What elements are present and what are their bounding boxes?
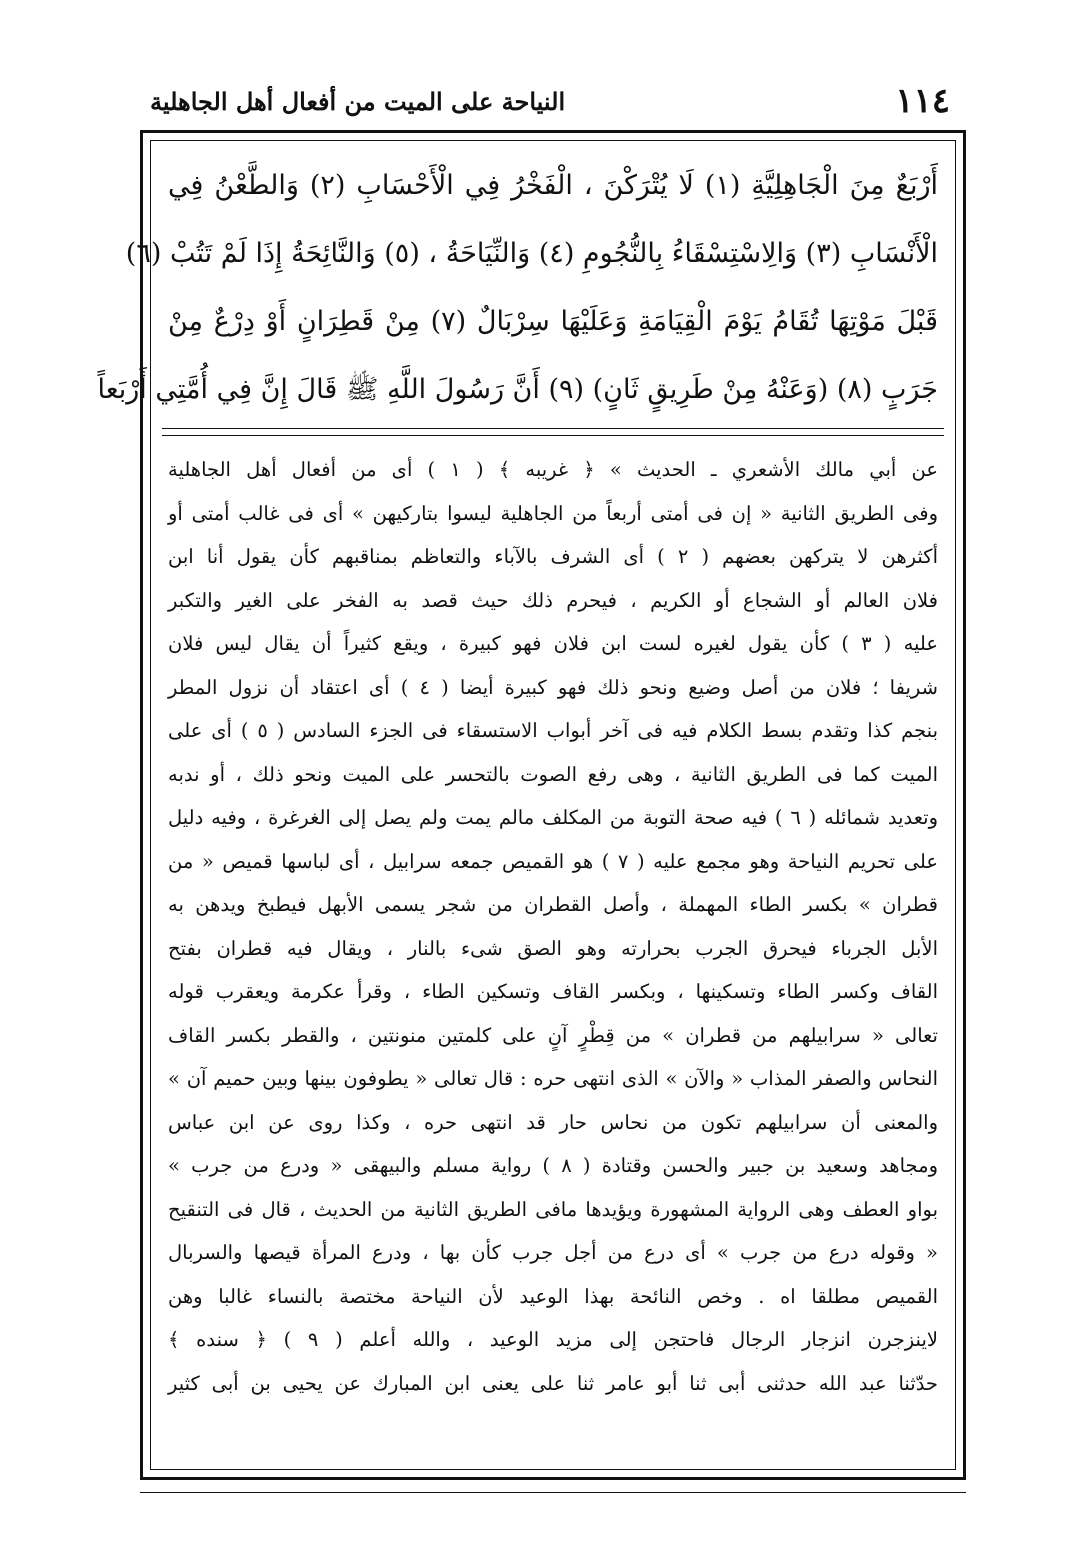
commentary-line: قطران » بكسر الطاء المهملة ، وأصل القطران من شجر يسمى الأبهل فيطبخ ويدهن به	[168, 893, 938, 916]
commentary-line: وتعديد شمائله ( ٦ ) فيه صحة التوبة من المكلف مالم يمت ولم يصل إلى الغرغرة ، وفيه دليل	[168, 806, 938, 829]
hadith-line: قَبْلَ مَوْتِهَا تُقَامُ يَوْمَ الْقِيَامَةِ وَعَلَيْهَا سِرْبَالٌ (٧) مِنْ قَطِرَانٍ أَوْ دِرْعٌ مِنْ	[168, 306, 938, 337]
hadith-line: الْأَنْسَابِ (٣) وَالِاسْتِسْقَاءُ بِالنُّجُومِ (٤) وَالنِّيَاحَةُ ، (٥) وَالنَّائِحَةُ إِذَا لَمْ تَتُبْ (٦)	[125, 238, 938, 269]
commentary-line: لاينزجرن انزجار الرجال فاحتجن إلى مزيد الوعيد ، والله أعلم ( ٩ ) ﴿ سنده ﴾	[168, 1328, 938, 1351]
commentary-line: شريفا ؛ فلان من أصل وضيع ونحو ذلك فهو كبيرة أيضا ( ٤ ) أى اعتقاد أن نزول المطر	[168, 675, 938, 699]
commentary-line: القميص مطلقا اه . وخص النائحة بهذا الوعيد لأن النياحة مختصة بالنساء غالبا وهن	[168, 1284, 938, 1308]
commentary-line: القاف وكسر الطاء وتسكينها ، وبكسر القاف وتسكين الطاء ، وقرأ عكرمة ويعقرب قوله	[168, 980, 938, 1003]
commentary-line: عن أبي مالك الأشعري ـ الحديث » ﴿ غريبه ﴾ ( ١ ) أى من أفعال أهل الجاهلية	[168, 458, 938, 481]
commentary-line: تعالى « سرابيلهم من قطران » من قِطْرٍ آنٍ على كلمتين منونتين ، والقطر بكسر القاف	[168, 1023, 938, 1047]
chapter-title: النياحة على الميت من أفعال أهل الجاهلية	[150, 86, 566, 116]
commentary-line: النحاس والصفر المذاب « والآن » الذى انتهى حره : قال تعالى « يطوفون بينها وبين حميم آن »	[168, 1067, 938, 1090]
commentary-line: حدّثنا عبد الله حدثنى أبى ثنا أبو عامر ثنا على يعنى ابن المبارك عن يحيى بن أبى كثير	[168, 1371, 938, 1395]
hadith-line: أَرْبَعٌ مِنَ الْجَاهِلِيَّةِ (١) لَا يُتْرَكْنَ ، الْفَخْرُ فِي الْأَحْسَابِ (٢) وَالطَّعْنُ فِي	[168, 170, 939, 201]
commentary-line: عليه ( ٣ ) كأن يقول لغيره لست ابن فلان فهو كبيرة ، ويقع كثيراً أن يقال ليس فلان	[168, 632, 938, 655]
running-header	[150, 78, 950, 124]
commentary-line: بواو العطف وهى الرواية المشهورة ويؤيدها مافى الطريق الثانية من الحديث ، قال فى التنقيح	[168, 1197, 938, 1221]
commentary-line: وفى الطريق الثانية « إن فى أمتى أربعاً من الجاهلية ليسوا بتاركيهن » أى فى غالب أمتى أو	[168, 501, 938, 525]
hadith-text	[97, 152, 939, 424]
commentary-line: فلان العالم أو الشجاع أو الكريم ، فيحرم ذلك حيث قصد به الفخر على الغير والتكبر	[168, 588, 938, 612]
commentary-line: أكثرهن لا يتركهن بعضهم ( ٢ ) أى الشرف بالآباء والتعاظم بمناقبهم كأن يقول أنا ابن	[168, 545, 938, 568]
page-number: ١١٤	[895, 81, 950, 121]
commentary-text	[168, 448, 938, 1405]
commentary-line: « وقوله درع من جرب » أى درع من أجل جرب كأن بها ، ودرع المرأة قيصها والسربال	[168, 1241, 938, 1264]
commentary-line: الأبل الجرباء فيحرق الجرب بحرارته وهو الصق شىء بالنار ، ويقال فيه قطران بفتح	[168, 936, 938, 960]
commentary-line: والمعنى أن سرابيلهم تكون من نحاس حار قد انتهى حره ، وكذا روى عن ابن عباس	[168, 1110, 938, 1134]
commentary-line: ومجاهد وسعيد بن جبير والحسن وقتادة ( ٨ ) رواية مسلم والبيهقى « ودرع من جرب »	[168, 1154, 938, 1177]
bottom-rule	[140, 1492, 966, 1493]
commentary-line: الميت كما فى الطريق الثانية ، وهى رفع الصوت بالتحسر على الميت ونحو ذلك ، أو ندبه	[168, 762, 938, 786]
commentary-line: على تحريم النياحة وهو مجمع عليه ( ٧ ) هو القميص جمعه سرابيل ، أى لباسها قميص « من	[168, 849, 938, 873]
hadith-line: جَرَبٍ (٨) (وَعَنْهُ مِنْ طَرِيقٍ ثَانٍ) (٩) أَنَّ رَسُولَ اللَّهِ ﷺ قَالَ إِنَّ فِي أُمَّتِي أَرْبَعاً	[97, 374, 938, 405]
commentary-line: بنجم كذا وتقدم بسط الكلام فيه فى آخر أبواب الاستسقاء فى الجزء السادس ( ٥ ) أى على	[168, 719, 938, 742]
section-separator	[162, 428, 944, 436]
